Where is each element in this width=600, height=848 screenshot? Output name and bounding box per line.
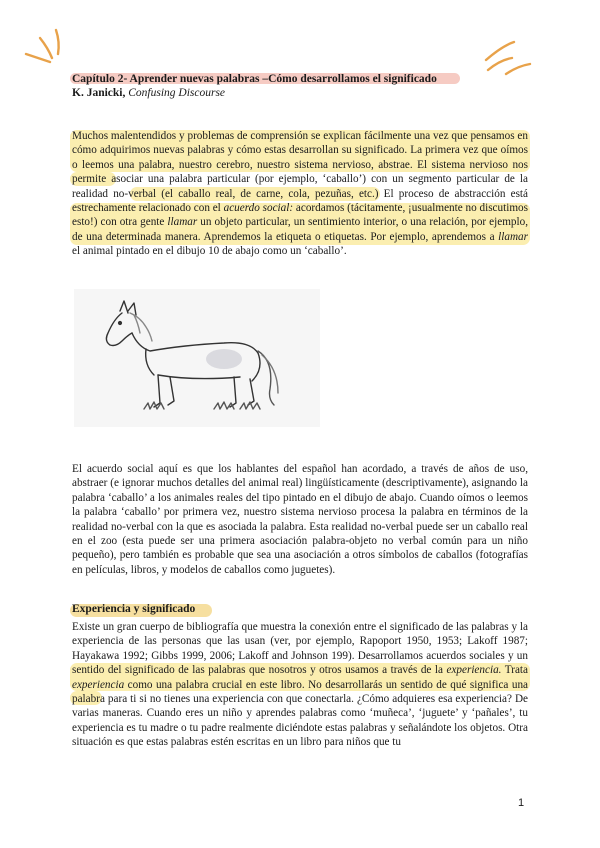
p3-em-b: experiencia [72,678,125,691]
paragraph-3 [72,620,528,750]
author-name: K. Janicki, [72,87,126,99]
p3-em-a: experiencia. [446,664,502,677]
chapter-title: Capítulo 2- Aprender nuevas palabras –Cómo desarrollamos el significado [72,73,437,85]
book-title: Confusing Discourse [128,87,226,99]
p1-text-a: Muchos malentendidos y problemas de comprensión se explican fácilmente una vez que pensamos en cómo adquirimos nuevas palabras y cómo estas desarrollan su significado. La primera vez que oímos o leemos una palabra, nuestro cerebro, nuestro sistema nervioso, abstrae. El sistema nervioso nos permite asociar una palabra particular (por ejemplo, ‘caballo’) con un segmento particular de la realidad no-verbal (el caballo real, de carne, cola, pezuñas, etc.) El proceso de abstracción está estrechamente relacionado con el [72,130,528,215]
paragraph-1 [72,129,528,259]
author-line [72,86,542,100]
document-header [72,72,542,100]
p3-text-c: como una palabra crucial en este libro. No desarrollarás un sentido de qué significa una palabra para ti si no tienes una experiencia con que conectarla. ¿Cómo adquieres esa experiencia? De varias maneras. Cuando eres un niño y aprendes palabras como ‘muñeca’, ‘juguete’ y ‘pañales’, tu experiencia es tu madre o tu padre realmente diciéndote estas palabras y señalándote los objetos. Otra situación es que estas palabras estén escritas en un libro para niños que tu [72,678,528,749]
p1-em-b: llamar [167,216,198,229]
p3-text-a: Existe un gran cuerpo de bibliografía que muestra la conexión entre el significado de las palabras y la experiencia de las personas que las usan (ver, por ejemplo, Rapoport 1950, 1953; Lakoff 1987; Hayakawa 1992; Gibbs 1999, 2006; Lakoff and Johnson 199). Desarrollamos acuerdos sociales y un sentido del significado de las palabras que nosotros y otros usamos a través de la [72,621,528,677]
section-heading: Experiencia y significado [72,603,196,615]
p3-text-b: Trata [501,664,528,677]
page-number: 1 [518,797,525,809]
p1-text-d: el animal pintado en el dibujo 10 de abajo como un ‘caballo’. [72,245,347,258]
doodle-top-left-icon [18,20,78,80]
p1-em-a: acuerdo social: [223,202,294,215]
paragraph-2: El acuerdo social aquí es que los hablantes del español han acordado, a través de años de uso, abstraer (e ignorar muchos detalles del animal real) lingüísticamente (descriptivamente), asignando la palabra ‘caballo’ a los animales reales del tipo pintado en el dibujo de abajo. Cuando oímos o leemos la palabra ‘caballo’ por primera vez, nuestro sistema nervioso procesa la palabra en términos de la realidad no-verbal con la que es asociada la palabra. Esta realidad no-verbal puede ser un caballo real en el zoo (esta puede ser una primera asociación palabra-objeto no verbal común para un niño pequeño), pero también es probable que sea una asociación a otros símbolos de caballos (fotografías en películas, libros, y modelos de caballos como juguetes). [72,463,528,576]
p1-em-c: llamar [498,230,528,243]
horse-drawing [74,289,320,427]
horse-icon [74,289,320,427]
p1-text-c: un objeto particular, un sentimiento interior, o una relación, por ejemplo, de una determinada manera. Aprendemos la etiqueta o etiquetas. Por ejemplo, aprendemos a [72,216,529,243]
p1-text-b: acordamos (tácitamente, ¡usualmente no discutimos esto!) con otra gente [72,202,528,229]
